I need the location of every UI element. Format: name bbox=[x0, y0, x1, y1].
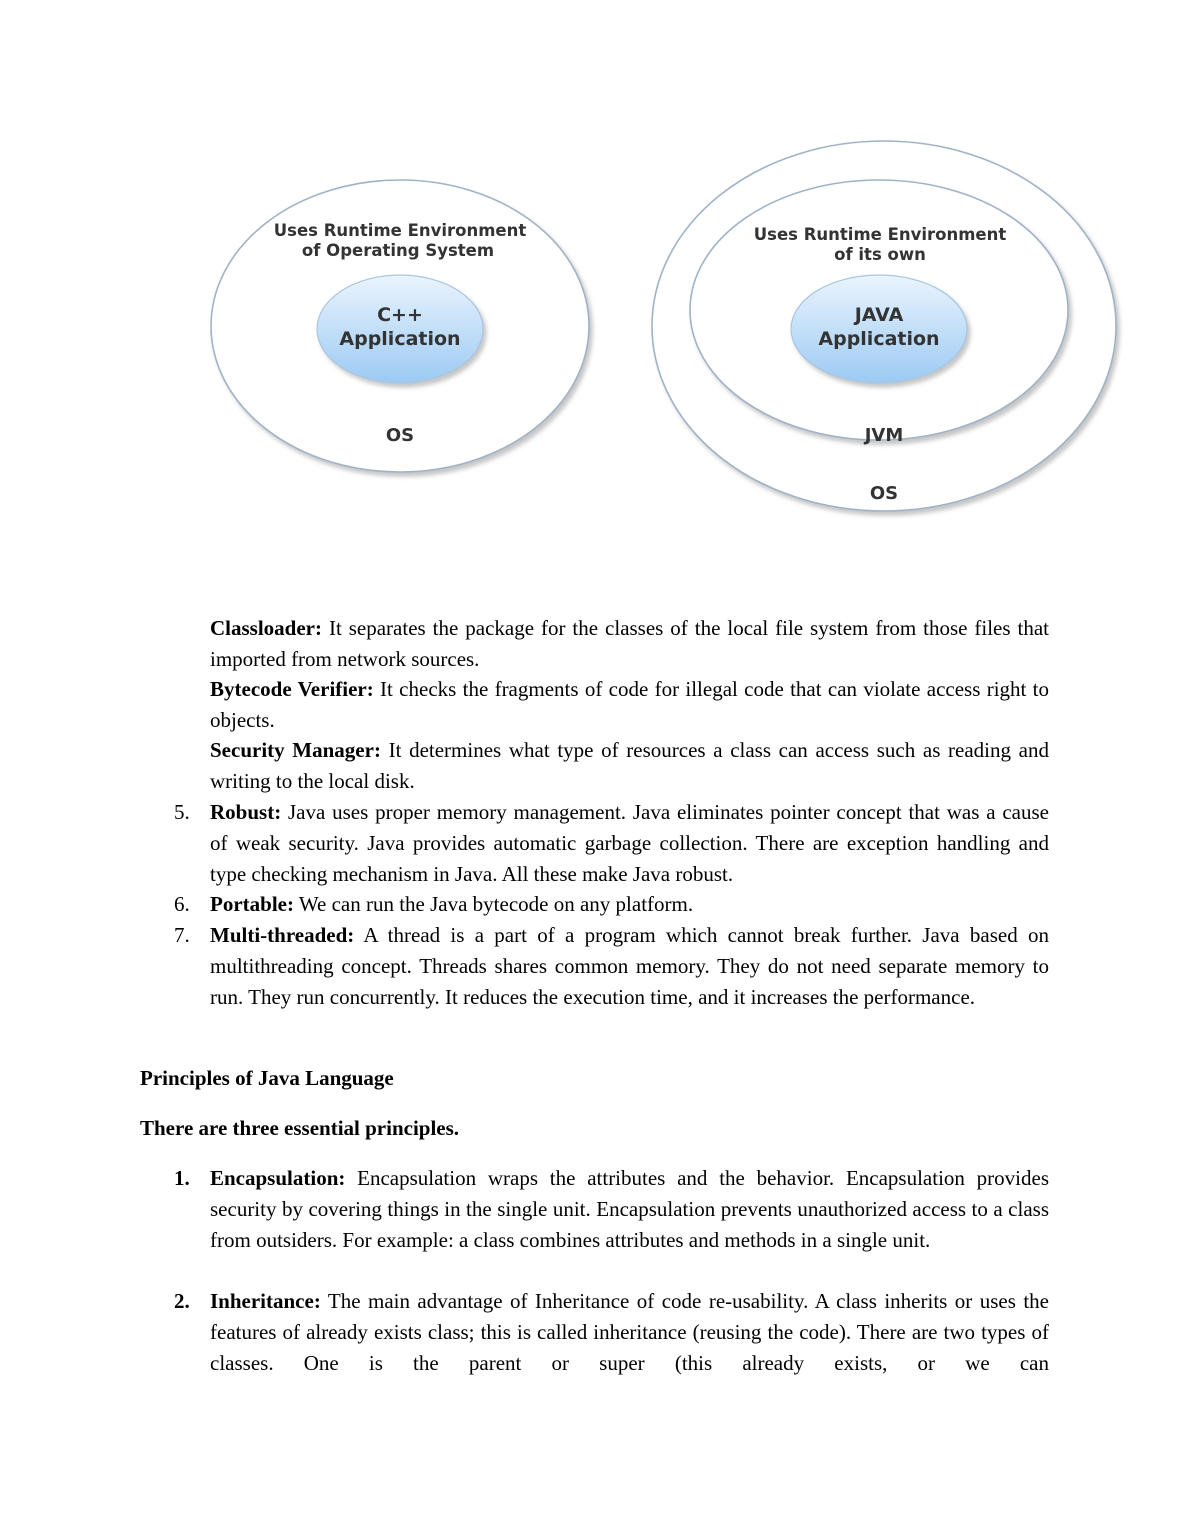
feature-number: 5. bbox=[174, 800, 190, 824]
jvm-label: JVM bbox=[864, 425, 904, 446]
left-env-line2: of Operating System bbox=[301, 241, 495, 260]
security-desc: It determines what type of resources a class can access such as reading and writing to the local disk. bbox=[210, 738, 1049, 793]
principle-number: 1. bbox=[174, 1166, 190, 1190]
left-env-line1: Uses Runtime Environment bbox=[273, 221, 527, 240]
right-os-label: OS bbox=[869, 483, 899, 504]
feature-term: Multi-threaded: bbox=[210, 923, 355, 947]
principle-encapsulation bbox=[210, 1163, 1049, 1256]
section-subtitle: There are three essential principles. bbox=[140, 1116, 460, 1140]
feature-desc: We can run the Java bytecode on any platform. bbox=[293, 892, 694, 916]
principle-term: Inheritance: bbox=[210, 1289, 321, 1313]
feature-multi-threaded bbox=[210, 920, 1049, 1013]
left-os-label: OS bbox=[385, 425, 415, 446]
cpp-diagram bbox=[211, 180, 589, 472]
feature-desc: Java uses proper memory management. Java eliminates pointer concept that was a cause of weak security. Java provides automatic garbage collection. There are exception handling and type checking mechanism in Java. All these make Java robust. bbox=[210, 800, 1049, 886]
principle-term: Encapsulation: bbox=[210, 1166, 346, 1190]
principle-inheritance bbox=[210, 1286, 1049, 1379]
security-desc: It checks the fragments of code for illegal code that can violate access right to objects. bbox=[210, 677, 1049, 732]
feature-number: 7. bbox=[174, 923, 190, 947]
principle-desc: The main advantage of Inheritance of code re-usability. A class inherits or uses the features of already exists class; this is called inheritance (reusing the code). There are two types of classes. One is the parent or super (this already exists, or we can bbox=[210, 1289, 1049, 1375]
runtime-environment-diagram bbox=[0, 0, 1190, 560]
security-term: Bytecode Verifier: bbox=[210, 677, 374, 701]
security-term: Classloader: bbox=[210, 616, 322, 640]
feature-term: Portable: bbox=[210, 892, 294, 916]
security-item-bytecode-verifier bbox=[210, 674, 1049, 736]
security-item-security-manager bbox=[210, 735, 1049, 797]
feature-term: Robust: bbox=[210, 800, 282, 824]
cpp-label-line2: Application bbox=[339, 328, 461, 350]
security-desc: It separates the package for the classes of the local file system from those files that imported from network sources. bbox=[210, 616, 1049, 671]
principle-desc: Encapsulation wraps the attributes and the behavior. Encapsulation provides security by covering things in the single unit. Encapsulation prevents unauthorized access to a class from outsiders. For example: a class combines attributes and methods in a single unit. bbox=[210, 1166, 1049, 1252]
feature-robust bbox=[210, 797, 1049, 890]
principle-number: 2. bbox=[174, 1289, 190, 1313]
feature-desc: A thread is a part of a program which cannot break further. Java based on multithreading concept. Threads shares common memory. They do not need separate memory to run. They run concurrently. It reduces the execution time, and it increases the performance. bbox=[210, 923, 1049, 1009]
java-label-line1: JAVA bbox=[854, 304, 904, 326]
feature-portable bbox=[210, 889, 1049, 920]
cpp-label-line1: C++ bbox=[377, 304, 423, 326]
java-label-line2: Application bbox=[818, 328, 940, 350]
java-diagram bbox=[652, 141, 1116, 511]
section-title: Principles of Java Language bbox=[140, 1066, 394, 1090]
security-term: Security Manager: bbox=[210, 738, 381, 762]
right-env-line1: Uses Runtime Environment bbox=[753, 225, 1007, 244]
right-env-line2: of its own bbox=[834, 245, 926, 264]
security-item-classloader bbox=[210, 613, 1049, 675]
feature-number: 6. bbox=[174, 892, 190, 916]
